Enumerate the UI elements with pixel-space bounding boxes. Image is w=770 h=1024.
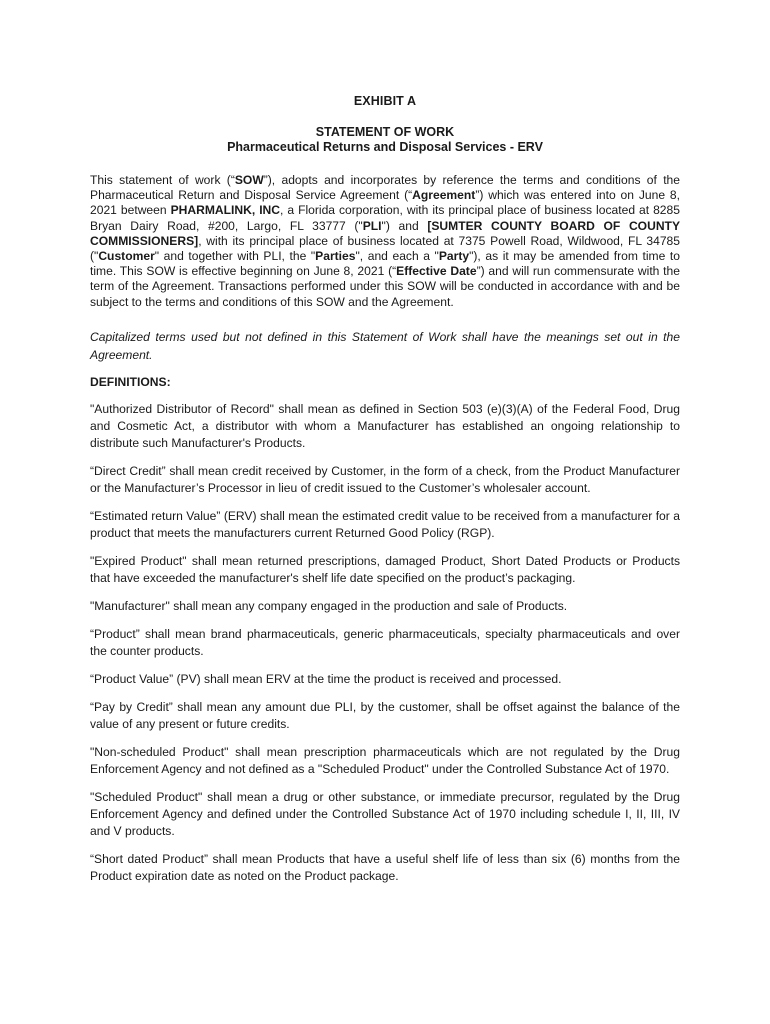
definition-item: “Pay by Credit” shall mean any amount due PLI, by the customer, shall be offset against the balance of the value of any present or future credits. [90, 699, 680, 731]
definition-item: “Short dated Product” shall mean Products that have a useful shelf life of less than six (6) months from the Product expiration date as noted on the Product package. [90, 851, 680, 883]
definition-item: “Direct Credit” shall mean credit received by Customer, in the form of a check, from the Product Manufacturer or the Manufacturer’s Processor in lieu of credit issued to the Customer’s wholesaler account. [90, 463, 680, 495]
definition-item: "Non-scheduled Product" shall mean prescription pharmaceuticals which are not regulated by the Drug Enforcement Agency and not defined as a "Scheduled Product" under the Controlled Substance Act of 1970. [90, 744, 680, 776]
definitions-heading: DEFINITIONS: [90, 374, 171, 389]
capitalized-terms-note: Capitalized terms used but not defined in this Statement of Work shall have the meanings set out in the Agreement. [90, 329, 680, 362]
definition-item: “Product Value” (PV) shall mean ERV at the time the product is received and processed. [90, 671, 562, 686]
document-subtitle: Pharmaceutical Returns and Disposal Services - ERV [227, 140, 543, 154]
definition-item: "Expired Product" shall mean returned prescriptions, damaged Product, Short Dated Products or Products that have exceeded the manufacturer's shelf life date specified on the product’s packaging. [90, 553, 680, 585]
exhibit-heading: EXHIBIT A [353, 94, 417, 108]
intro-paragraph: This statement of work (“SOW”), adopts and incorporates by reference the terms and conditions of the Pharmaceutical Return and Disposal Service Agreement (“Agreement”) which was entered into on June 8, 2021 between PHARMALINK, INC, a Florida corporation, with its principal place of business located at 8285 Bryan Dairy Road, #200, Largo, FL 33777 ("PLI") and [SUMTER COUNTY BOARD OF COUNTY COMMISSIONERS], with its principal place of business located at 7375 Powell Road, Wildwood, FL 34785 ("Customer" and together with PLI, the "Parties", and each a "Party"), as it may be amended from time to time. This SOW is effective beginning on June 8, 2021 (“Effective Date”) and will run commensurate with the term of the Agreement. Transactions performed under this SOW will be conducted in accordance with and be subject to the terms and conditions of this SOW and the Agreement. [90, 173, 681, 309]
document-title: STATEMENT OF WORK [315, 125, 455, 139]
definition-item: "Manufacturer" shall mean any company engaged in the production and sale of Products. [90, 598, 568, 613]
definition-item: “Estimated return Value” (ERV) shall mean the estimated credit value to be received from a manufacturer for a product that meets the manufacturers current Returned Good Policy (RGP). [90, 508, 680, 540]
definition-item: "Scheduled Product" shall mean a drug or other substance, or immediate precursor, regulated by the Drug Enforcement Agency and defined under the Controlled Substance Act of 1970 including schedule I, II, III, IV and V products. [90, 789, 680, 838]
definition-item: "Authorized Distributor of Record" shall mean as defined in Section 503 (e)(3)(A) of the Federal Food, Drug and Cosmetic Act, a distributor with whom a Manufacturer has established an ongoing relationship to distribute such Manufacturer's Products. [90, 401, 680, 450]
definition-item: “Product” shall mean brand pharmaceuticals, generic pharmaceuticals, specialty pharmaceuticals and over the counter products. [90, 626, 680, 658]
